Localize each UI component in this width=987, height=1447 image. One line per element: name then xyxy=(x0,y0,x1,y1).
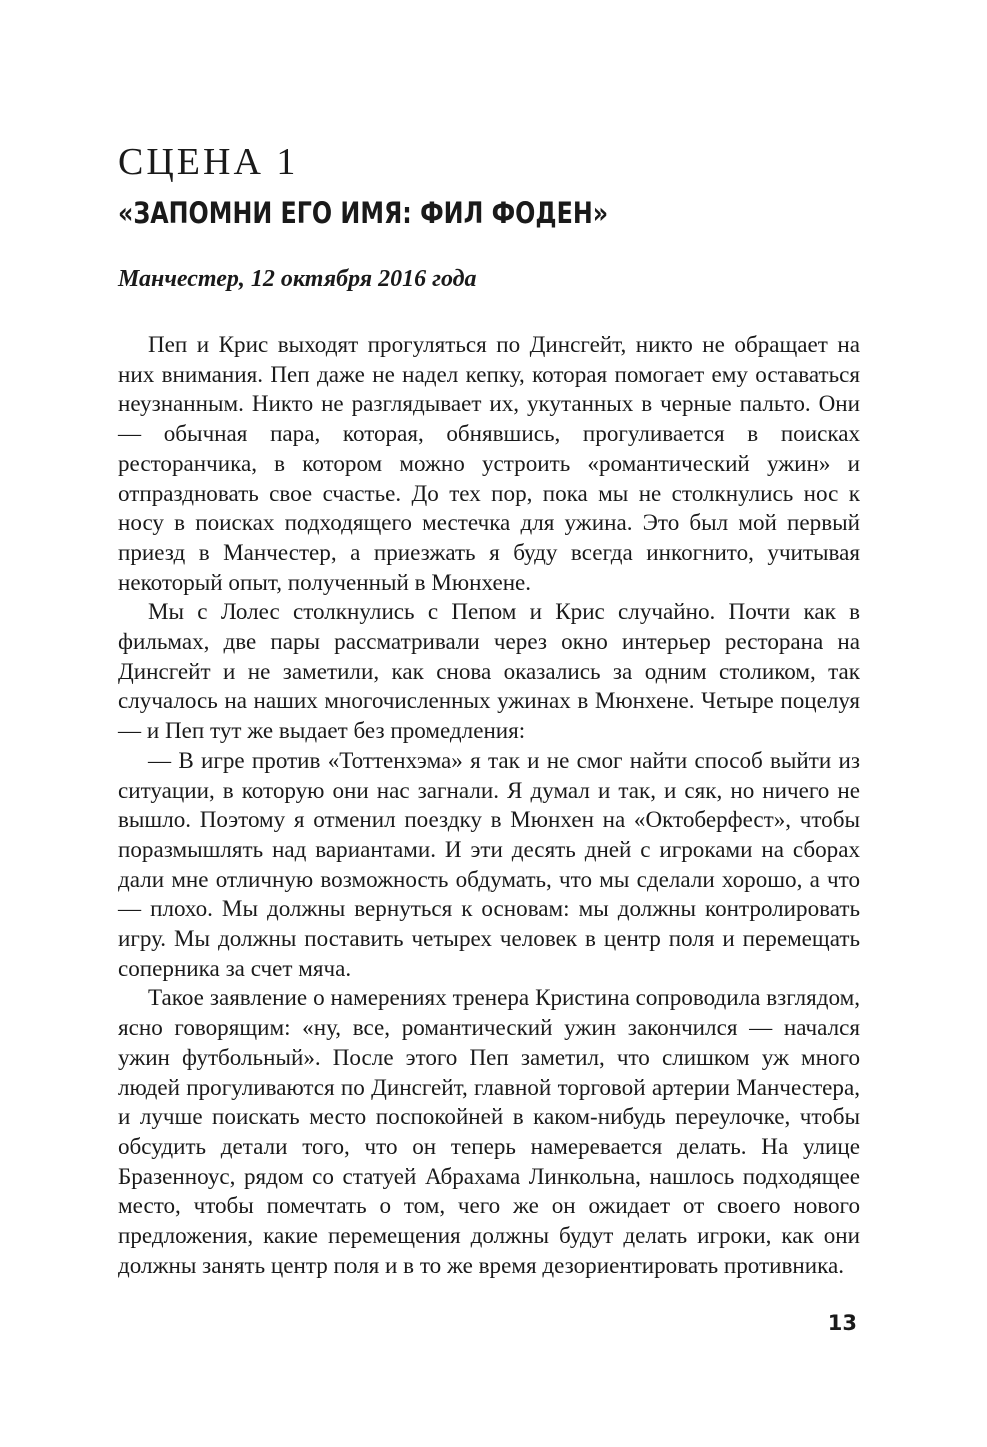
chapter-title: «ЗАПОМНИ ЕГО ИМЯ: ФИЛ ФОДЕН» xyxy=(118,196,609,230)
page-content xyxy=(118,140,860,1281)
page-number: 13 xyxy=(827,1311,857,1335)
paragraph: Мы с Лолес столкнулись с Пепом и Крис случайно. Почти как в фильмах, две пары рассматривали через окно интерьер ресторана на Динсгейт и не заметили, как снова оказались за одним столиком, так случалось на наших многочисленных ужинах в Мюнхене. Четыре поцелуя — и Пеп тут же выдает без промедления: xyxy=(118,598,860,744)
paragraph: Пеп и Крис выходят прогуляться по Динсгейт, никто не обращает на них внимания. Пеп даже не надел кепку, которая помогает ему оставаться неузнанным. Никто не разглядывает их, укутанных в черные пальто. Они — обычная пара, которая, обнявшись, прогуливается в поисках ресторанчика, в котором можно устроить «романтический ужин» и отпраздновать свое счастье. До тех пор, пока мы не столкнулись нос к носу в поисках подходящего местечка для ужина. Это был мой первый приезд в Манчестер, а приезжать я буду всегда инкогнито, учитывая некоторый опыт, полученный в Мюнхене. xyxy=(118,331,860,595)
scene-label: СЦЕНА 1 xyxy=(118,141,299,183)
paragraph: — В игре против «Тоттенхэма» я так и не смог найти способ выйти из ситуации, в которую они нас загнали. Я думал и так, и сяк, но ничего не вышло. Поэтому я отменил поездку в Мюнхен на «Октоберфест», чтобы поразмышлять над вариантами. И эти десять дней с игроками на сборах дали мне отличную возможность обдумать, что мы сделали хорошо, а что — плохо. Мы должны вернуться к основам: мы должны контролировать игру. Мы должны поставить четырех человек в центр поля и перемещать соперника за счет мяча. xyxy=(118,746,860,981)
body-text xyxy=(118,330,860,1281)
paragraph: Такое заявление о намерениях тренера Кристина сопроводила взглядом, ясно говорящим: «ну, все, романтический ужин закончился — начался ужин футбольный». После этого Пеп заметил, что слишком уж много людей прогуливаются по Динсгейт, главной торговой артерии Манчестера, и лучше поискать место поспокойней в каком-нибудь переулочке, чтобы обсудить детали того, что он теперь намеревается делать. На улице Бразенноус, рядом со статуей Абрахама Линкольна, нашлось подходящее место, чтобы помечтать о том, чего же он ожидает от своего нового предложения, какие перемещения должны будут делать игроки, как они должны занять центр поля и в то же время дезориентировать противника. xyxy=(118,984,860,1278)
dateline: Манчестер, 12 октября 2016 года xyxy=(118,266,477,292)
